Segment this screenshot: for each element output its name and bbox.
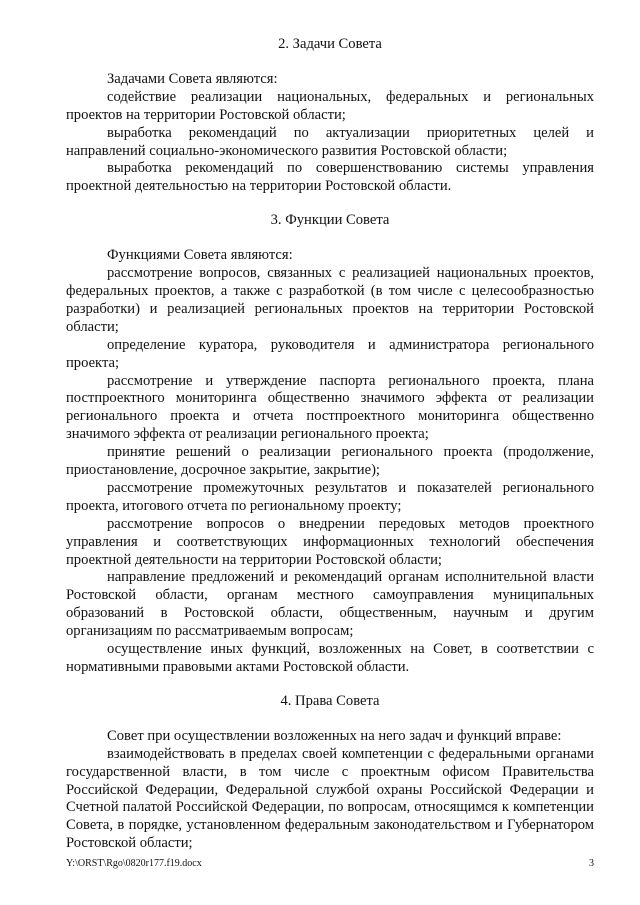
page-number: 3: [589, 858, 594, 869]
section-heading-functions: 3. Функции Совета: [270, 212, 390, 229]
file-path: Y:\ORST\Rgo\0820r177.f19.docx: [66, 858, 202, 869]
paragraph: Совет при осуществлении возложенных на него задач и функций вправе:: [107, 727, 562, 744]
paragraph: принятие решений о реализации регионального проекта (продолжение, приостановление, досрочное закрытие, закрытие);: [66, 444, 594, 479]
paragraph: выработка рекомендаций по совершенствованию системы управления проектной деятельностью на территории Ростовской области.: [66, 160, 594, 195]
paragraph: рассмотрение вопросов, связанных с реализацией национальных проектов, федеральных проектов, а также с разработкой (в том числе с целесообразностью разработки) и реализацией региональных проектов на территории Ростовской области;: [66, 265, 594, 335]
paragraph: Задачами Совета являются:: [107, 70, 278, 87]
paragraph: выработка рекомендаций по актуализации приоритетных целей и направлений социально-экономического развития Ростовской области;: [66, 124, 594, 159]
paragraph: рассмотрение и утверждение паспорта регионального проекта, плана постпроектного мониторинга общественно значимого эффекта от реализации регионального проекта и отчета постпроектного мониторинга общественно значимого эффекта от реализации регионального проекта;: [66, 372, 594, 443]
paragraph: рассмотрение вопросов о внедрении передовых методов проектного управления и соответствующих информационных технологий обеспечения проектной деятельности на территории Ростовской области;: [66, 515, 594, 568]
paragraph: Функциями Совета являются:: [107, 247, 293, 264]
paragraph: определение куратора, руководителя и администратора регионального проекта;: [66, 336, 594, 371]
paragraph: содействие реализации национальных, федеральных и региональных проектов на территории Ростовской области;: [66, 88, 594, 123]
paragraph: направление предложений и рекомендаций органам исполнительной власти Ростовской области, органам местного самоуправления муниципальных образований в Ростовской области, общественным, научным и другим организациям по рассматриваемым вопросам;: [66, 569, 594, 640]
document-body: [66, 36, 594, 853]
section-heading-rights: 4. Права Совета: [280, 692, 380, 709]
page-footer: [66, 858, 594, 870]
paragraph: взаимодействовать в пределах своей компетенции с федеральными органами государственной власти, в том числе с проектным офисом Правительства Российской Федерации, Федеральной службой охраны Российской Федерации и Счетной палатой Российской Федерации, по вопросам, относящимся к компетенции Совета, в порядке, установленном федеральным законодательством и Губернатором Ростовской области;: [66, 745, 594, 852]
paragraph: рассмотрение промежуточных результатов и показателей регионального проекта, итогового отчета по региональному проекту;: [66, 479, 594, 514]
section-heading-tasks: 2. Задачи Совета: [278, 36, 382, 52]
paragraph: осуществление иных функций, возложенных на Совет, в соответствии с нормативными правовыми актами Ростовской области.: [66, 641, 594, 675]
